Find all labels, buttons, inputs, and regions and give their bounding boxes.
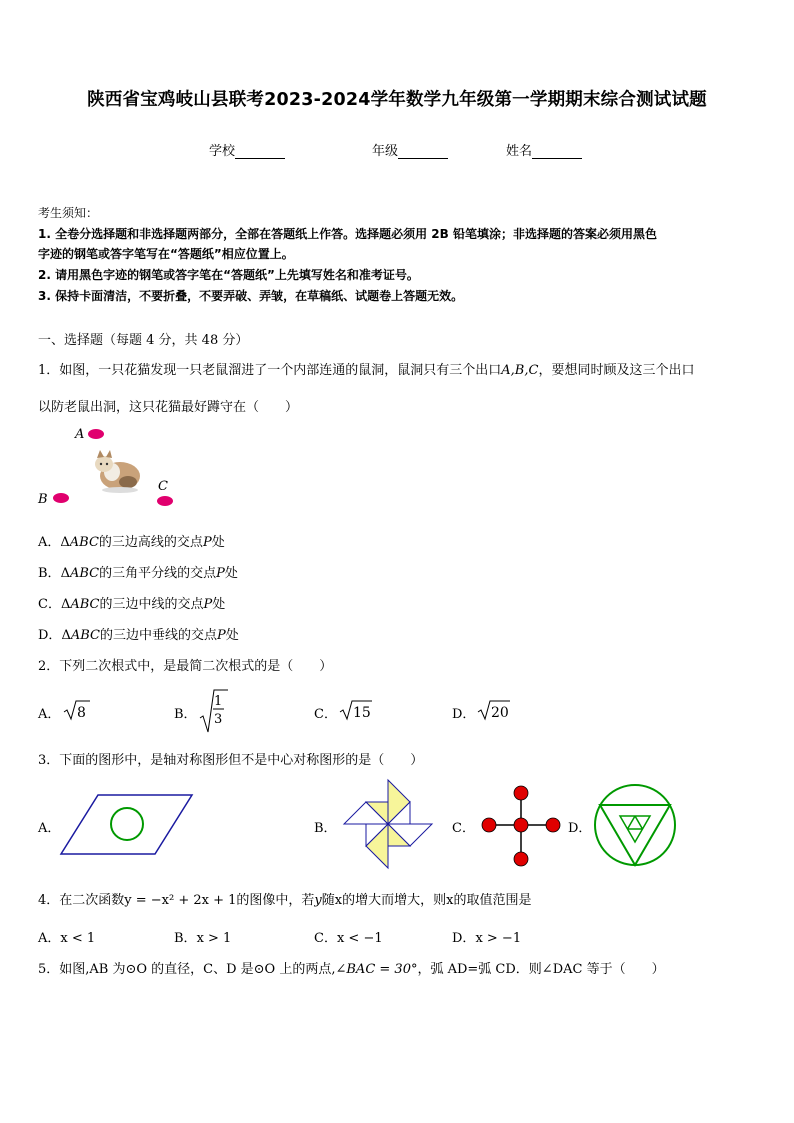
q1-option-d[interactable] — [38, 624, 239, 643]
hole-a — [88, 429, 104, 439]
point-p: P — [202, 535, 212, 550]
name-label: 姓名 — [506, 144, 533, 159]
q1-option-a[interactable] — [38, 531, 225, 550]
q3-figure-parallelogram — [58, 792, 198, 860]
q2-option-c[interactable] — [314, 703, 337, 722]
q4-text: 的取值范围是 — [453, 893, 532, 908]
q4-text: 随 — [321, 893, 335, 908]
point-p: P — [216, 628, 226, 643]
q4-text: 的图像中，若 — [236, 893, 315, 908]
option-letter: D． — [452, 707, 476, 722]
hole-c — [157, 496, 173, 506]
school-field[interactable] — [209, 140, 285, 159]
denominator: 3 — [214, 712, 223, 727]
triangle-name: ABC — [70, 628, 100, 643]
q3-stem: 3．下面的图形中，是轴对称图形但不是中心对称图形的是（ ） — [38, 753, 424, 768]
triangle-name: ABC — [69, 535, 99, 550]
option-expr: x < 1 — [60, 931, 96, 946]
q2-option-d[interactable] — [452, 703, 475, 722]
option-expr: x > 1 — [196, 931, 232, 946]
school-blank[interactable] — [235, 145, 285, 159]
label-c: C — [158, 479, 168, 494]
grade-field[interactable] — [372, 140, 448, 159]
q5-stem — [38, 958, 665, 977]
q4-option-d[interactable] — [452, 927, 521, 946]
name-field[interactable] — [506, 140, 582, 159]
q5-text: 5．如图,AB 为⊙O 的直径，C、D 是⊙O 上的两点, — [38, 962, 336, 977]
q1-stem-line2: 以防老鼠出洞，这只花猫最好蹲守在（ ） — [38, 400, 299, 415]
option-letter: D． — [38, 628, 62, 643]
q3-option-b-label[interactable]: B． — [314, 821, 337, 836]
q4-option-c[interactable] — [314, 927, 383, 946]
section-heading: 一、选择题（每题 4 分，共 48 分） — [38, 333, 249, 348]
q3-option-c-label[interactable]: C． — [452, 821, 475, 836]
q1-exits: A,B,C — [501, 363, 539, 378]
q2-radical-d — [476, 697, 512, 723]
q4-function: y = −x² + 2x + 1 — [124, 893, 237, 908]
q5-angle: ∠BAC = 30° — [335, 962, 418, 977]
q1-figure — [30, 420, 190, 515]
q2-stem: 2．下列二次根式中，是最简二次根式的是（ ） — [38, 659, 333, 674]
triangle-name: ABC — [69, 566, 100, 581]
school-label: 学校 — [209, 144, 236, 159]
option-suffix: 处 — [225, 628, 239, 643]
q1-option-b[interactable] — [38, 562, 238, 581]
grade-blank[interactable] — [398, 145, 448, 159]
option-letter: C． — [314, 707, 337, 722]
option-text: 的三角平分线的交点 — [99, 566, 217, 581]
q2-radical-b — [198, 688, 230, 734]
grade-label: 年级 — [372, 144, 399, 159]
q1-text-post: ，要想同时顾及这三个出口 — [538, 363, 695, 378]
q3-option-a-label[interactable]: A． — [38, 821, 61, 836]
notice-line-1: 1. 全卷分选择题和非选择题两部分，全部在答题纸上作答。选择题必须用 2B 铅笔填涂；非选择题的答案必须用黑色 — [38, 227, 657, 241]
triangle-symbol: Δ — [60, 597, 71, 612]
cat-icon — [95, 450, 140, 493]
q1-text: 1．如图，一只花猫发现一只老鼠溜进了一个内部连通的鼠洞，鼠洞只有三个出口 — [38, 363, 502, 378]
triangle-name: ABC — [70, 597, 100, 612]
option-letter: C． — [314, 931, 337, 946]
q4-text: 的增大而增大，则 — [342, 893, 447, 908]
option-text: 的三边中线的交点 — [99, 597, 204, 612]
notice-heading: 考生须知： — [38, 206, 99, 220]
q3-option-d-label[interactable]: D． — [568, 821, 592, 836]
option-letter: B． — [174, 931, 197, 946]
q4-var-x: x — [446, 893, 454, 908]
point-p: P — [203, 597, 213, 612]
q4-option-b[interactable] — [174, 927, 231, 946]
q2-radical-a — [62, 697, 92, 723]
triangle-symbol: Δ — [60, 535, 70, 550]
option-letter: A． — [38, 707, 61, 722]
point-p: P — [216, 566, 225, 581]
q1-option-c[interactable] — [38, 593, 225, 612]
q2-option-a[interactable] — [38, 703, 60, 722]
label-a: A — [75, 427, 85, 442]
q4-var-y: y — [314, 893, 322, 908]
numerator: 1 — [214, 694, 223, 709]
q4-text: 4．在二次函数 — [38, 893, 125, 908]
triangle-symbol: Δ — [61, 628, 71, 643]
q2-option-b[interactable] — [174, 703, 197, 722]
option-letter: A． — [38, 535, 61, 550]
q3-figure-pinwheel — [337, 776, 439, 874]
radicand: 20 — [491, 705, 509, 721]
q2-radical-c — [338, 697, 374, 723]
option-expr: x < −1 — [336, 931, 383, 946]
q5-text: ，弧 AD=弧 CD．则∠DAC 等于（ ） — [417, 962, 665, 977]
option-expr: x > −1 — [475, 931, 522, 946]
q4-option-a[interactable] — [38, 927, 95, 946]
q4-var-x: x — [334, 893, 343, 908]
hole-b — [53, 493, 69, 503]
notice-line-2: 字迹的钢笔或答字笔写在“答题纸”相应位置上。 — [38, 247, 294, 261]
option-suffix: 处 — [224, 566, 238, 581]
notice-line-4: 3. 保持卡面清洁，不要折叠，不要弄破、弄皱，在草稿纸、试题卷上答题无效。 — [38, 289, 464, 303]
q1-stem-line1 — [38, 359, 694, 378]
triangle-symbol: Δ — [60, 566, 70, 581]
radicand: 8 — [77, 705, 86, 721]
option-letter: D． — [452, 931, 476, 946]
q3-figure-cross-dots — [476, 780, 562, 870]
option-suffix: 处 — [211, 535, 225, 550]
option-text: 的三边高线的交点 — [98, 535, 203, 550]
option-letter: C． — [38, 597, 61, 612]
notice-line-3: 2. 请用黑色字迹的钢笔或答字笔在“答题纸”上先填写姓名和准考证号。 — [38, 268, 419, 282]
name-blank[interactable] — [532, 145, 582, 159]
label-b: B — [38, 492, 48, 507]
option-letter: B． — [174, 707, 197, 722]
q3-figure-circle-triangles — [590, 780, 680, 870]
option-letter: B． — [38, 566, 61, 581]
radicand: 15 — [353, 705, 371, 721]
q4-stem — [38, 889, 532, 908]
option-letter: A． — [38, 931, 61, 946]
page-title: 陕西省宝鸡岐山县联考2023-2024学年数学九年级第一学期期末综合测试试题 — [87, 90, 707, 110]
option-text: 的三边中垂线的交点 — [99, 628, 217, 643]
option-suffix: 处 — [212, 597, 226, 612]
